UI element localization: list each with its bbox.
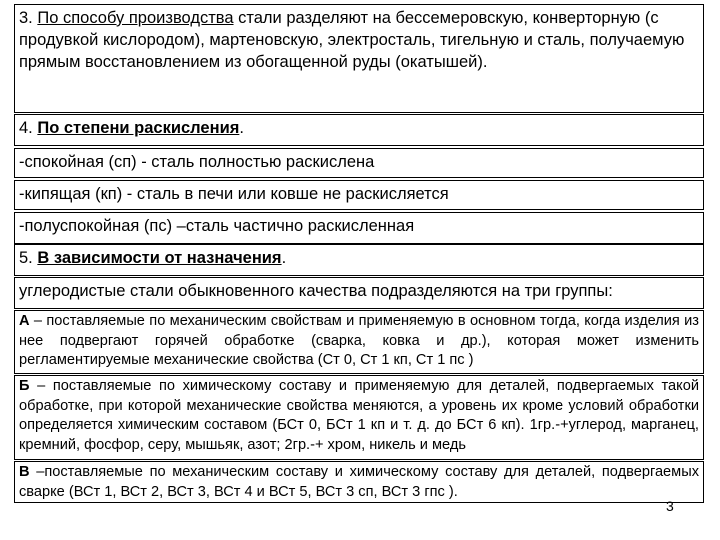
groups-intro xyxy=(14,277,704,309)
section-3-number: 3. xyxy=(19,9,38,27)
group-v-text: –поставляемые по механическим составу и химическому составу для деталей, подвергаемых сварке (ВСт 1, ВСт 2, ВСт 3, ВСт 4 и ВСт 5, ВСт 3 сп, ВСт 3 гпс ). xyxy=(19,464,699,500)
group-b-text: – поставляемые по химическому составу и применяемую для деталей, подвергаемых такой обработке, при которой механические свойства меняются, а уровень их кроме условий обработки определяется химическим составом (БСт 0, БСт 1 кп и т. д. до БСт 6 кп). 1гр.-+углерод, марганец, кремний, фосфор, серу, мышьяк, азот; 2гр.-+ хром, никель и медь xyxy=(19,378,699,453)
group-a-paragraph xyxy=(14,310,704,374)
group-v-letter: В xyxy=(19,464,30,480)
calm-steel-text: -спокойная (сп) - сталь полностью раскислена xyxy=(19,153,375,171)
calm-steel-item xyxy=(14,148,704,178)
page-number: 3 xyxy=(666,498,674,514)
section-4-deoxidation xyxy=(14,114,704,146)
boiling-steel-text: -кипящая (кп) - сталь в печи или ковше не раскисляется xyxy=(19,185,449,203)
group-b-letter: Б xyxy=(19,378,30,394)
group-a-letter: А xyxy=(19,313,30,329)
boiling-steel-item xyxy=(14,180,704,210)
section-4-heading: По степени раскисления xyxy=(37,119,240,137)
section-5-dot: . xyxy=(281,249,287,267)
group-a-text: – поставляемые по механическим свойствам и применяемую в основном тогда, когда изделия из нее подвергают горячей обработке (сварка, ковка и др.), которая может изменить регламентируемые механические свойства (Ст 0, Ст 1 кп, Ст 1 пс ) xyxy=(19,313,699,368)
groups-intro-text: углеродистые стали обыкновенного качества подразделяются на три группы: xyxy=(19,282,613,300)
section-4-number: 4. xyxy=(19,119,38,137)
section-3-text: стали разделяют на бессемеровскую, конверторную (с продувкой кислородом), мартеновскую, электросталь, тигельную и сталь, получаемую прямым восстановлением из обогащенной руды (окатышей). xyxy=(19,9,685,71)
section-5-purpose xyxy=(14,244,704,276)
group-b-paragraph xyxy=(14,375,704,460)
semicalm-steel-item xyxy=(14,212,704,244)
group-v-paragraph xyxy=(14,461,704,503)
section-3-heading: По способу производства xyxy=(37,9,234,27)
section-3-production-method xyxy=(14,4,704,113)
section-5-heading: В зависимости от назначения xyxy=(37,249,282,267)
section-4-dot: . xyxy=(239,119,244,137)
section-5-number: 5. xyxy=(19,249,38,267)
semicalm-steel-text: -полуспокойная (пс) –сталь частично раскисленная xyxy=(19,217,415,235)
